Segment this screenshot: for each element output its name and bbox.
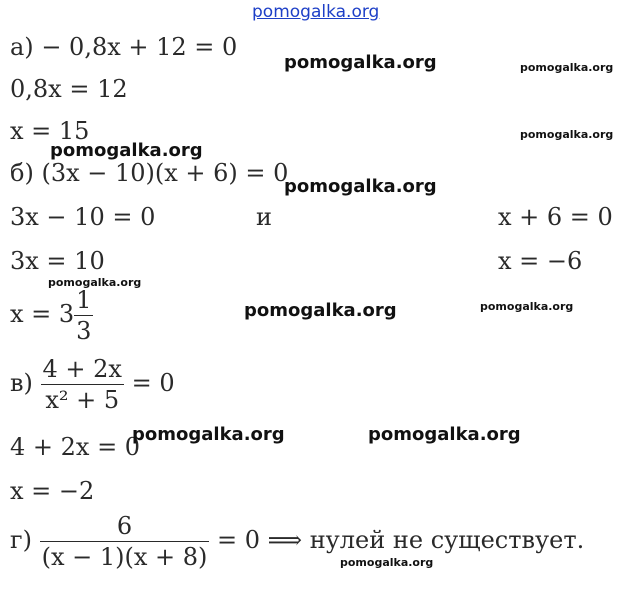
equation-b: [10, 158, 288, 188]
label-v: в): [10, 369, 33, 397]
fraction-g-numerator: 6: [116, 512, 133, 540]
equation-v-rhs: = 0: [131, 369, 175, 397]
equation-v-step1: 4 + 2x = 0: [10, 433, 141, 461]
fraction-v: [41, 357, 124, 412]
fraction-v-bar: [41, 384, 124, 385]
equation-a: [10, 32, 237, 62]
equation-a-step1: 0,8x = 12: [10, 75, 128, 103]
equation-v: [10, 357, 175, 412]
equation-b-left1: 3x − 10 = 0: [10, 203, 156, 231]
label-g: г): [10, 526, 32, 554]
label-b: б): [10, 159, 34, 187]
fraction-bar: [74, 315, 93, 316]
equation-b-left2: 3x = 10: [10, 247, 105, 275]
watermark: pomogalka.org: [284, 52, 437, 73]
watermark-top: pomogalka.org: [252, 2, 380, 22]
fraction-g-denominator: (x − 1)(x + 8): [41, 543, 208, 571]
fraction-numerator: 1: [76, 286, 92, 314]
equation-a-text: − 0,8x + 12 = 0: [41, 33, 238, 61]
fraction-one-third: [74, 288, 93, 343]
equation-v-step2: x = −2: [10, 477, 95, 505]
watermark: pomogalka.org: [48, 276, 142, 289]
equation-b-left3: [10, 288, 93, 343]
watermark: pomogalka.org: [284, 176, 437, 197]
equation-a-step2: x = 15: [10, 117, 90, 145]
equation-b-right2: x = −6: [498, 247, 583, 275]
conjunction-and: и: [256, 203, 272, 231]
watermark: pomogalka.org: [520, 61, 614, 74]
watermark: pomogalka.org: [520, 128, 614, 141]
watermark: pomogalka.org: [368, 424, 521, 445]
equation-b-text: (3x − 10)(x + 6) = 0: [41, 159, 289, 187]
watermark: pomogalka.org: [244, 300, 397, 321]
equation-g-rhs: = 0 ⟹ нулей не существует.: [217, 526, 585, 554]
mixed-number-whole: x = 3: [10, 300, 75, 328]
fraction-v-numerator: 4 + 2x: [42, 355, 122, 383]
watermark: pomogalka.org: [340, 556, 434, 569]
fraction-g: [40, 514, 210, 569]
fraction-denominator: 3: [76, 317, 92, 345]
fraction-v-denominator: x² + 5: [45, 386, 120, 414]
watermark: pomogalka.org: [132, 424, 285, 445]
fraction-g-bar: [40, 541, 210, 542]
equation-b-right1: x + 6 = 0: [498, 203, 613, 231]
watermark: pomogalka.org: [50, 140, 203, 161]
watermark: pomogalka.org: [480, 300, 574, 313]
equation-g: [10, 514, 584, 569]
label-a: а): [10, 33, 34, 61]
